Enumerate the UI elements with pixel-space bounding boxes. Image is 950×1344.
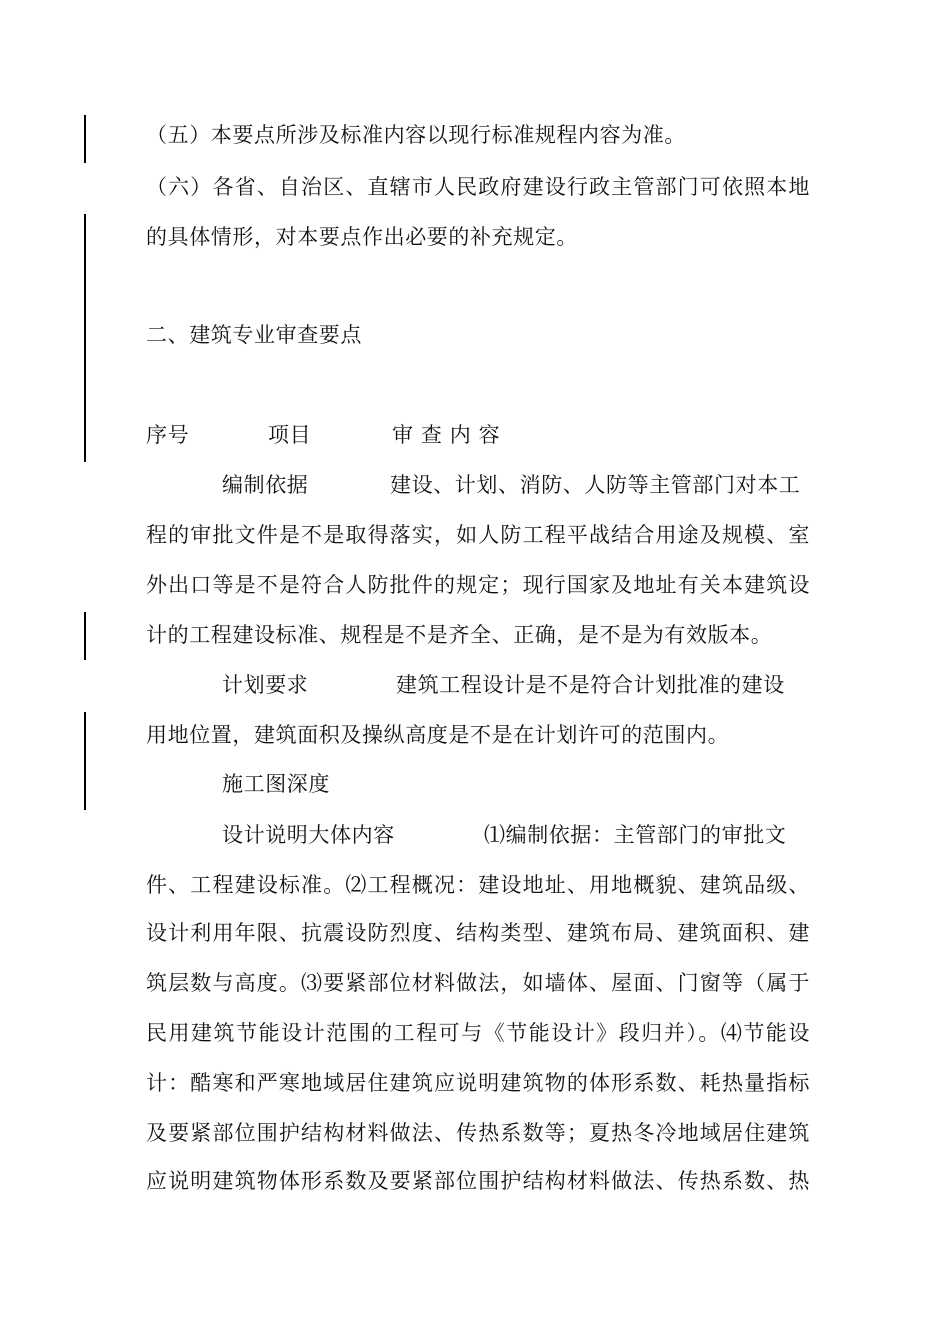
table-row [146, 822, 810, 848]
paragraph-line: 外出口等是不是符合人防批件的规定；现行国家及地址有关本建筑设 [146, 573, 810, 597]
table-row [146, 472, 810, 498]
revision-bar [84, 612, 86, 660]
row-item: 计划要求 [222, 673, 309, 697]
paragraph-line: 的具体情形，对本要点作出必要的补充规定。 [146, 225, 578, 249]
paragraph-line: 及要紧部位围护结构材料做法、传热系数等；夏热冬冷地域居住建筑 [146, 1121, 810, 1145]
table-header [146, 422, 810, 448]
paragraph-line: 用地位置，建筑面积及操纵高度是不是在计划许可的范围内。 [146, 723, 730, 747]
revision-bar [84, 214, 86, 462]
paragraph-line: 件、工程建设标准。⑵工程概况：建设地址、用地概貌、建筑品级、 [146, 873, 810, 897]
row-content: 建筑工程设计是不是符合计划批准的建设 [396, 673, 785, 697]
paragraph-line: 计：酷寒和严寒地域居住建筑应说明建筑物的体形系数、耗热量指标 [146, 1071, 810, 1095]
row-content: ⑴编制依据：主管部门的审批文 [484, 823, 787, 847]
row-content: 建设、计划、消防、人防等主管部门对本工 [390, 473, 801, 497]
header-col-item: 项目 [268, 423, 312, 447]
revision-bar [84, 115, 86, 163]
paragraph-line: （六）各省、自治区、直辖市人民政府建设行政主管部门可依照本地 [146, 175, 810, 199]
row-item: 施工图深度 [222, 772, 330, 796]
revision-bar [84, 712, 86, 810]
table-row [146, 672, 810, 698]
paragraph-line: 民用建筑节能设计范围的工程可与《节能设计》段归并）。⑷节能设 [146, 1021, 810, 1045]
row-item: 编制依据 [222, 473, 309, 497]
paragraph-line: 筑层数与高度。⑶要紧部位材料做法，如墙体、屋面、门窗等（属于 [146, 971, 810, 995]
paragraph-line: 应说明建筑物体形系数及要紧部位围护结构材料做法、传热系数、热 [146, 1169, 810, 1193]
paragraph-line: 程的审批文件是不是取得落实，如人防工程平战结合用途及规模、室 [146, 523, 810, 547]
paragraph-line: 设计利用年限、抗震设防烈度、结构类型、建筑布局、建筑面积、建 [146, 921, 810, 945]
row-item: 设计说明大体内容 [222, 823, 395, 847]
section-heading: 二、建筑专业审查要点 [146, 323, 362, 347]
paragraph-line: （五）本要点所涉及标准内容以现行标准规程内容为准。 [146, 123, 686, 147]
header-col-content: 审 查 内 容 [392, 423, 501, 447]
table-row [146, 771, 810, 797]
header-col-number: 序号 [146, 423, 190, 447]
paragraph-line: 计的工程建设标准、规程是不是齐全、正确，是不是为有效版本。 [146, 623, 773, 647]
